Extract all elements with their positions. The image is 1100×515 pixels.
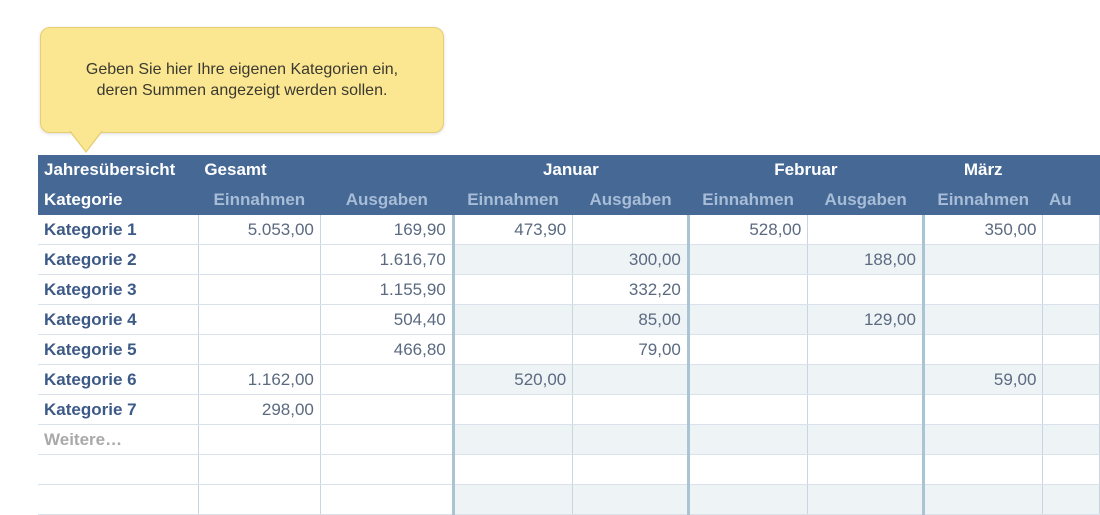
value-cell[interactable]: 1.616,70	[320, 245, 453, 275]
table-row	[38, 455, 1100, 485]
value-cell[interactable]	[573, 365, 689, 395]
value-cell[interactable]	[453, 425, 572, 455]
value-cell[interactable]: 5.053,00	[198, 215, 320, 245]
value-cell[interactable]	[1043, 485, 1100, 515]
value-cell[interactable]: 1.162,00	[198, 365, 320, 395]
value-cell[interactable]	[198, 245, 320, 275]
column-header: Ausgaben	[808, 185, 924, 215]
category-label-cell[interactable]: Kategorie 3	[38, 275, 198, 305]
group-header-februar: Februar	[688, 155, 923, 185]
value-cell[interactable]	[923, 485, 1042, 515]
category-label-cell[interactable]	[38, 455, 198, 485]
category-label-cell[interactable]: Kategorie 7	[38, 395, 198, 425]
value-cell[interactable]	[453, 245, 572, 275]
value-cell[interactable]	[808, 425, 924, 455]
table-row	[38, 245, 1100, 275]
category-label-cell[interactable]: Kategorie 6	[38, 365, 198, 395]
column-header: Ausgaben	[573, 185, 689, 215]
value-cell[interactable]	[688, 485, 807, 515]
table-row	[38, 215, 1100, 245]
value-cell[interactable]	[1043, 395, 1100, 425]
value-cell[interactable]	[320, 425, 453, 455]
group-header-empty	[1043, 155, 1100, 185]
category-label-cell[interactable]	[38, 485, 198, 515]
category-label-cell[interactable]: Kategorie 2	[38, 245, 198, 275]
value-cell[interactable]	[453, 275, 572, 305]
category-header: Kategorie	[38, 185, 198, 215]
tooltip-line: deren Summen angezeigt werden sollen.	[96, 82, 388, 99]
tooltip-pointer-fill	[70, 130, 102, 151]
value-cell[interactable]	[923, 335, 1042, 365]
value-cell[interactable]	[1043, 365, 1100, 395]
value-cell[interactable]	[808, 215, 924, 245]
value-cell[interactable]	[808, 395, 924, 425]
value-cell[interactable]: 298,00	[198, 395, 320, 425]
table-row	[38, 485, 1100, 515]
value-cell[interactable]: 466,80	[320, 335, 453, 365]
value-cell[interactable]	[453, 395, 572, 425]
value-cell[interactable]	[198, 275, 320, 305]
table-row	[38, 395, 1100, 425]
value-cell[interactable]	[688, 245, 807, 275]
category-label-cell[interactable]: Kategorie 1	[38, 215, 198, 245]
value-cell[interactable]	[1043, 425, 1100, 455]
value-cell[interactable]: 59,00	[923, 365, 1042, 395]
group-header-maerz: März	[923, 155, 1042, 185]
value-cell[interactable]	[688, 455, 807, 485]
column-header: Einnahmen	[453, 185, 572, 215]
value-cell[interactable]: 520,00	[453, 365, 572, 395]
value-cell[interactable]	[320, 455, 453, 485]
value-cell[interactable]	[1043, 305, 1100, 335]
value-cell[interactable]	[573, 455, 689, 485]
column-header: Einnahmen	[923, 185, 1042, 215]
header-row-groups	[38, 155, 1100, 185]
value-cell[interactable]	[1043, 275, 1100, 305]
value-cell[interactable]	[923, 395, 1042, 425]
value-cell[interactable]	[923, 305, 1042, 335]
value-cell[interactable]	[198, 455, 320, 485]
value-cell[interactable]	[1043, 455, 1100, 485]
value-cell[interactable]: 350,00	[923, 215, 1042, 245]
group-header-januar: Januar	[453, 155, 688, 185]
value-cell[interactable]: 504,40	[320, 305, 453, 335]
value-cell[interactable]	[923, 275, 1042, 305]
value-cell[interactable]	[453, 335, 572, 365]
column-header: Einnahmen	[198, 185, 320, 215]
value-cell[interactable]	[573, 485, 689, 515]
table-row	[38, 305, 1100, 335]
column-header: Au	[1043, 185, 1100, 215]
value-cell[interactable]	[1043, 245, 1100, 275]
value-cell[interactable]: 1.155,90	[320, 275, 453, 305]
category-label-cell[interactable]: Kategorie 5	[38, 335, 198, 365]
value-cell[interactable]	[688, 425, 807, 455]
value-cell[interactable]	[808, 275, 924, 305]
value-cell[interactable]: 85,00	[573, 305, 689, 335]
value-cell[interactable]	[688, 305, 807, 335]
value-cell[interactable]	[453, 305, 572, 335]
tooltip	[40, 27, 444, 133]
value-cell[interactable]: 79,00	[573, 335, 689, 365]
value-cell[interactable]	[688, 335, 807, 365]
value-cell[interactable]	[688, 365, 807, 395]
value-cell[interactable]	[453, 485, 572, 515]
value-cell[interactable]	[923, 425, 1042, 455]
category-label-cell[interactable]: Weitere…	[38, 425, 198, 455]
value-cell[interactable]	[808, 365, 924, 395]
table-row	[38, 425, 1100, 455]
value-cell[interactable]	[573, 395, 689, 425]
column-header: Einnahmen	[688, 185, 807, 215]
value-cell[interactable]	[198, 485, 320, 515]
table-row	[38, 275, 1100, 305]
group-header-gesamt: Gesamt	[198, 155, 453, 185]
value-cell[interactable]: 300,00	[573, 245, 689, 275]
value-cell[interactable]	[808, 335, 924, 365]
annual-overview-table	[38, 155, 1100, 515]
value-cell[interactable]	[808, 485, 924, 515]
value-cell[interactable]	[688, 275, 807, 305]
value-cell[interactable]	[320, 395, 453, 425]
value-cell[interactable]	[198, 335, 320, 365]
value-cell[interactable]	[320, 365, 453, 395]
value-cell[interactable]	[688, 395, 807, 425]
value-cell[interactable]	[808, 455, 924, 485]
column-header: Ausgaben	[320, 185, 453, 215]
header-row-columns	[38, 185, 1100, 215]
value-cell[interactable]: 188,00	[808, 245, 924, 275]
value-cell[interactable]	[923, 455, 1042, 485]
category-label-cell[interactable]: Kategorie 4	[38, 305, 198, 335]
table-row	[38, 335, 1100, 365]
value-cell[interactable]	[453, 455, 572, 485]
tooltip-line: Geben Sie hier Ihre eigenen Kategorien ein,	[85, 61, 399, 78]
value-cell[interactable]: 332,20	[573, 275, 689, 305]
value-cell[interactable]	[320, 485, 453, 515]
value-cell[interactable]	[198, 425, 320, 455]
value-cell[interactable]: 528,00	[688, 215, 807, 245]
value-cell[interactable]	[573, 425, 689, 455]
value-cell[interactable]: 129,00	[808, 305, 924, 335]
value-cell[interactable]: 473,90	[453, 215, 572, 245]
value-cell[interactable]: 169,90	[320, 215, 453, 245]
value-cell[interactable]	[573, 215, 689, 245]
table-row	[38, 365, 1100, 395]
value-cell[interactable]	[923, 245, 1042, 275]
value-cell[interactable]	[198, 305, 320, 335]
value-cell[interactable]	[1043, 335, 1100, 365]
value-cell[interactable]	[1043, 215, 1100, 245]
table-title: Jahresübersicht	[38, 155, 198, 185]
